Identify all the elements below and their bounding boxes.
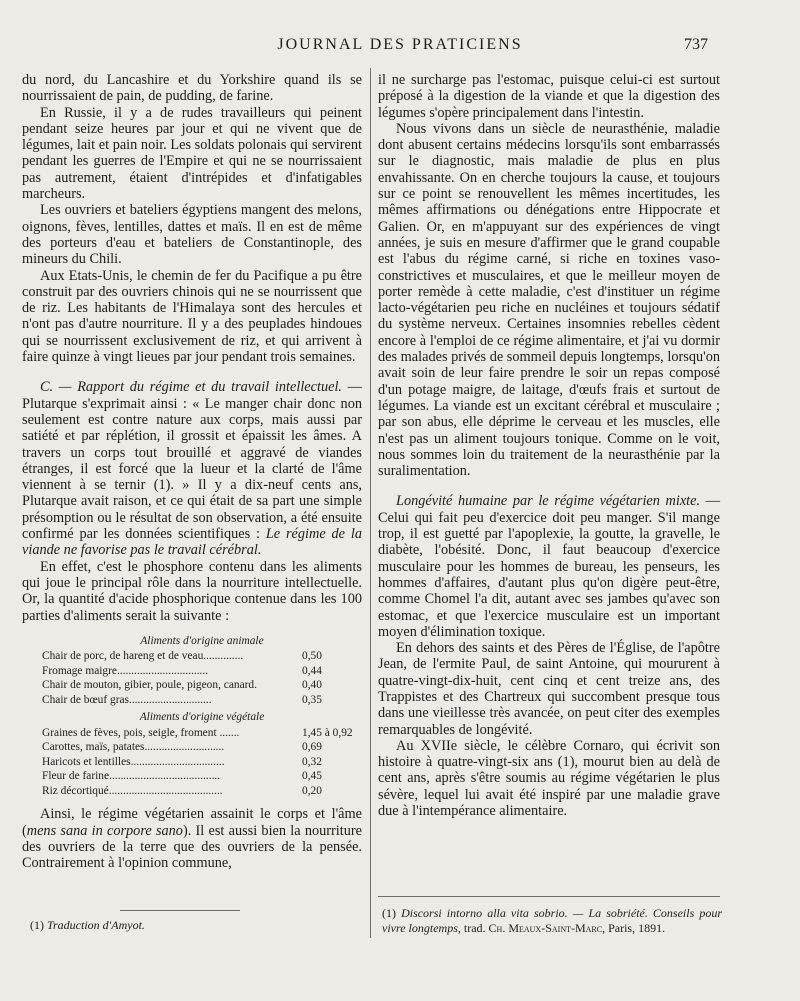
table-row <box>42 664 362 679</box>
paragraph <box>22 806 362 871</box>
footnote-rule <box>120 910 240 911</box>
paragraph: En dehors des saints et des Pères de l'Église, de l'apôtre Jean, de l'ermite Paul, de saint Antoine, qui moururent à quatre-vingt-dix-huit, cent cinq et cent treize ans, des Trappistes et des Chartreux qui succombent presque tous dans une vieillesse très avancée, on peut citer des exemples remarquables de longévité. <box>378 640 720 738</box>
paragraph: il ne surcharge pas l'estomac, puisque celui-ci est surtout préposé à la digestion de la viande et que la digestion des légumes s'opère principalement dans l'intestin. <box>378 72 720 121</box>
food-name: Riz décortiqué........................................ <box>42 784 223 797</box>
page-header <box>0 36 800 58</box>
section-heading: Longévité humaine par le régime végétarien mixte. <box>396 493 701 510</box>
phosphorus-table <box>42 634 362 799</box>
table-row <box>42 726 362 741</box>
right-column <box>378 72 720 819</box>
footnote-rule <box>378 896 720 897</box>
food-name: Graines de fèves, pois, seigle, froment ....... <box>42 726 240 739</box>
footnote <box>30 918 360 933</box>
paragraph: En effet, c'est le phosphore contenu dans les aliments qui joue le principal rôle dans la nourriture intellectuelle. Or, la quantité d'acide phosphorique contenue dans les 100 parties d'aliments serait la suivante : <box>22 558 362 624</box>
paragraph: Nous vivons dans un siècle de neurasthénie, maladie dont abusent certains médecins lorsqu'ils sont embarrassés sur le diagnostic, mais maladie de plus en plus envahissante. On en cherche toujours la cause, et toujours sur ce point se renouvellent les mêmes incertitudes, les mêmes affirmations ou dénégations entre Hippocrate et Galien. Or, en m'appuyant sur des expériences de vingt années, je suis en mesure d'affirmer que le grand coupable est l'abus du régime carné, si riche en toxines vaso-constrictives et musculaires, et que le meilleur moyen de porter remède à cette maladie, c'est d'instituer un régime lacto-végétarien peu riche en nucléines et toujours sédatif du système nerveux. Certaines insomnies rebelles cèdent encore à l'emploi de ce régime alimentaire, et j'ai vu dormir des malades privés de sommeil depuis longtemps, lorsqu'on avait soin de leur faire prendre le soir un repas composé d'un potage maigre, de laitage, d'œufs frais et surtout de légumes. La viande est un excitant cérébral et musculaire ; par son abus, elle déprime le cerveau et les muscles, elle n'est pas un aliment toujours tonique. Comme on le voit, nous sommes loin du traitement de la neurasthénie par la suralimentation. <box>378 120 720 480</box>
footnote-text: Traduction d'Amyot. <box>47 918 145 932</box>
table-category-heading: Aliments d'origine végétale <box>139 711 265 724</box>
table-row <box>42 769 362 784</box>
food-name: Chair de porc, de hareng et de veau.............. <box>42 650 244 663</box>
section-heading: C. — Rapport du régime et du travail intellectuel. <box>40 379 343 396</box>
paragraph-text: — Celui qui fait peu d'exercice doit peu manger. S'il mange trop, il est guetté par l'apoplexie, la goutte, la gravelle, le diabète, l'obésité. Donc, il faut beaucoup d'exercice musculaire pour les hommes de bureau, les penseurs, les hommes d'affaires, d'autant plus qu'on digère peut-être, comme Chomel l'a dit, autant avec ses jambes qu'avec son estomac, et que l'exercice musculaire est un important moyen d'élimination toxique. <box>378 493 720 640</box>
table-category-heading: Aliments d'origine animale <box>140 634 264 647</box>
paragraph-text: Ainsi, le régime végétarien assainit le corps et l'âme ( <box>22 806 362 839</box>
footnote-marker: (1) <box>382 906 402 920</box>
paragraph-text: ). Il est aussi bien la nourriture des ouvriers de la terre que des ouvriers de la pensée. Contrairement à l'opinion commune, <box>22 822 362 872</box>
food-name: Fleur de farine....................................... <box>42 770 221 783</box>
phosphoric-value: 0,69 <box>302 741 322 754</box>
paragraph-text: — Plutarque s'exprimait ainsi : « Le manger chair donc non seulement est contre nature aux corps, mais aussi par satiété et par réplétion, il grossit et épaissit les âmes. A travers un corps tout brouillé et aggravé de viandes étranges, il est forcé que la lueur et la clarté de l'âme viennent à se ternir (1). » Il y a dix-neuf cents ans, Plutarque avait raison, et ce qui était de sa part une simple présomption ou le résultat de son observation, a été ensuite confirmé par les données scientifiques : <box>22 379 362 543</box>
table-row <box>42 678 362 693</box>
paragraph: du nord, du Lancashire et du Yorkshire quand ils se nourrissaient de pain, de pudding, de farine. <box>22 72 362 105</box>
footnote-text: Discorsi intorno alla vita sobrio. — La sobriété. Conseils pour vivre longtemps <box>382 906 722 935</box>
table-row <box>42 784 362 799</box>
phosphoric-value: 0,50 <box>302 650 322 663</box>
phosphoric-value: 0,44 <box>302 664 322 677</box>
footnote-marker: (1) <box>30 918 47 932</box>
food-name: Chair de bœuf gras............................. <box>42 693 212 706</box>
column-divider <box>370 68 371 938</box>
latin-phrase: mens sana in corpore sano <box>26 822 183 839</box>
footnote-text: , Paris, 1891. <box>602 920 666 935</box>
journal-title: JOURNAL DES PRATICIENS <box>277 36 523 53</box>
paragraph: Aux Etats-Unis, le chemin de fer du Pacifique a pu être construit par des ouvriers chinois qui ne se nourrissent que de riz. Les habitants de l'Himalaya sont des hercules et n'ont pas d'autre nourriture. Il y a des peuplades hindoues qui se nourrissent exclusivement de riz, et qui arrivent à faire quinze à vingt lieues par jour pendant trois semaines. <box>22 267 362 366</box>
table-row <box>42 693 362 708</box>
phosphoric-value: 0,40 <box>302 679 322 692</box>
left-column <box>22 72 362 871</box>
food-name: Fromage maigre................................ <box>42 664 209 677</box>
paragraph: En Russie, il y a de rudes travailleurs qui peinent pendant seize heures par jour et qui ne vivent que de légumes, lait et pain noir. Les soldats polonais qui servirent pendant les guerres de l'Empire et qui ne se nourrissaient pas autrement, étaient d'intrépides et d'infatigables marcheurs. <box>22 104 362 203</box>
footnote <box>382 906 722 935</box>
section-paragraph <box>22 379 362 558</box>
phosphoric-value: 1,45 à 0,92 <box>302 726 353 739</box>
section-paragraph <box>378 493 720 640</box>
footnote-author: Ch. Meaux-Saint-Marc <box>488 920 603 935</box>
footnote-text: , trad. <box>457 920 489 935</box>
page-number: 737 <box>684 36 708 53</box>
table-row <box>42 755 362 770</box>
emphasized-statement: Le régime de la viande ne favorise pas le travail cérébral. <box>22 526 362 559</box>
phosphoric-value: 0,20 <box>302 784 322 797</box>
table-row <box>42 649 362 664</box>
paragraph: Au XVIIe siècle, le célèbre Cornaro, qui écrivit son histoire à quatre-vingt-six ans (1), mourut bien au delà de cent ans, après s'être soumis au régime végétarien le plus sévère, lequel lui avait été inspiré par une maladie grave due à l'intempérance alimentaire. <box>378 737 720 820</box>
food-name: Haricots et lentilles................................. <box>42 755 225 768</box>
phosphoric-value: 0,32 <box>302 755 322 768</box>
phosphoric-value: 0,45 <box>302 770 322 783</box>
paragraph: Les ouvriers et bateliers égyptiens mangent des melons, oignons, fèves, lentilles, dattes et maïs. Il en est de même des porteurs d'eau et bateliers de Constantinople, des mineurs du Chili. <box>22 202 362 268</box>
phosphoric-value: 0,35 <box>302 693 322 706</box>
food-name: Carottes, maïs, patates............................ <box>42 741 225 754</box>
table-row <box>42 740 362 755</box>
food-name: Chair de mouton, gibier, poule, pigeon, canard. <box>42 679 257 692</box>
